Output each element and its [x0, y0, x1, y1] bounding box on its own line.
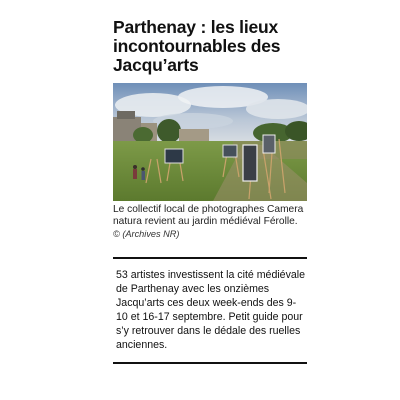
photo-caption: Le collectif local de photographes Camera natura revient au jardin médiéval Férolle. — [113, 204, 304, 228]
article — [113, 18, 307, 364]
photo-garden-exhibition — [113, 83, 307, 201]
article-title[interactable]: Parthenay : les lieux incontournables des Jacqu’arts — [113, 17, 281, 75]
article-photo[interactable] — [113, 83, 307, 201]
article-lead: 53 artistes investissent la cité médiévale de Parthenay avec les onzièmes Jacqu’arts ces deux week-ends des 9-10 et 16-17 septembre. Petit guide pour s’y retrouver dans le dédale des ruelles anciennes. — [113, 257, 307, 364]
photo-credit: © (Archives NR) — [113, 229, 180, 240]
